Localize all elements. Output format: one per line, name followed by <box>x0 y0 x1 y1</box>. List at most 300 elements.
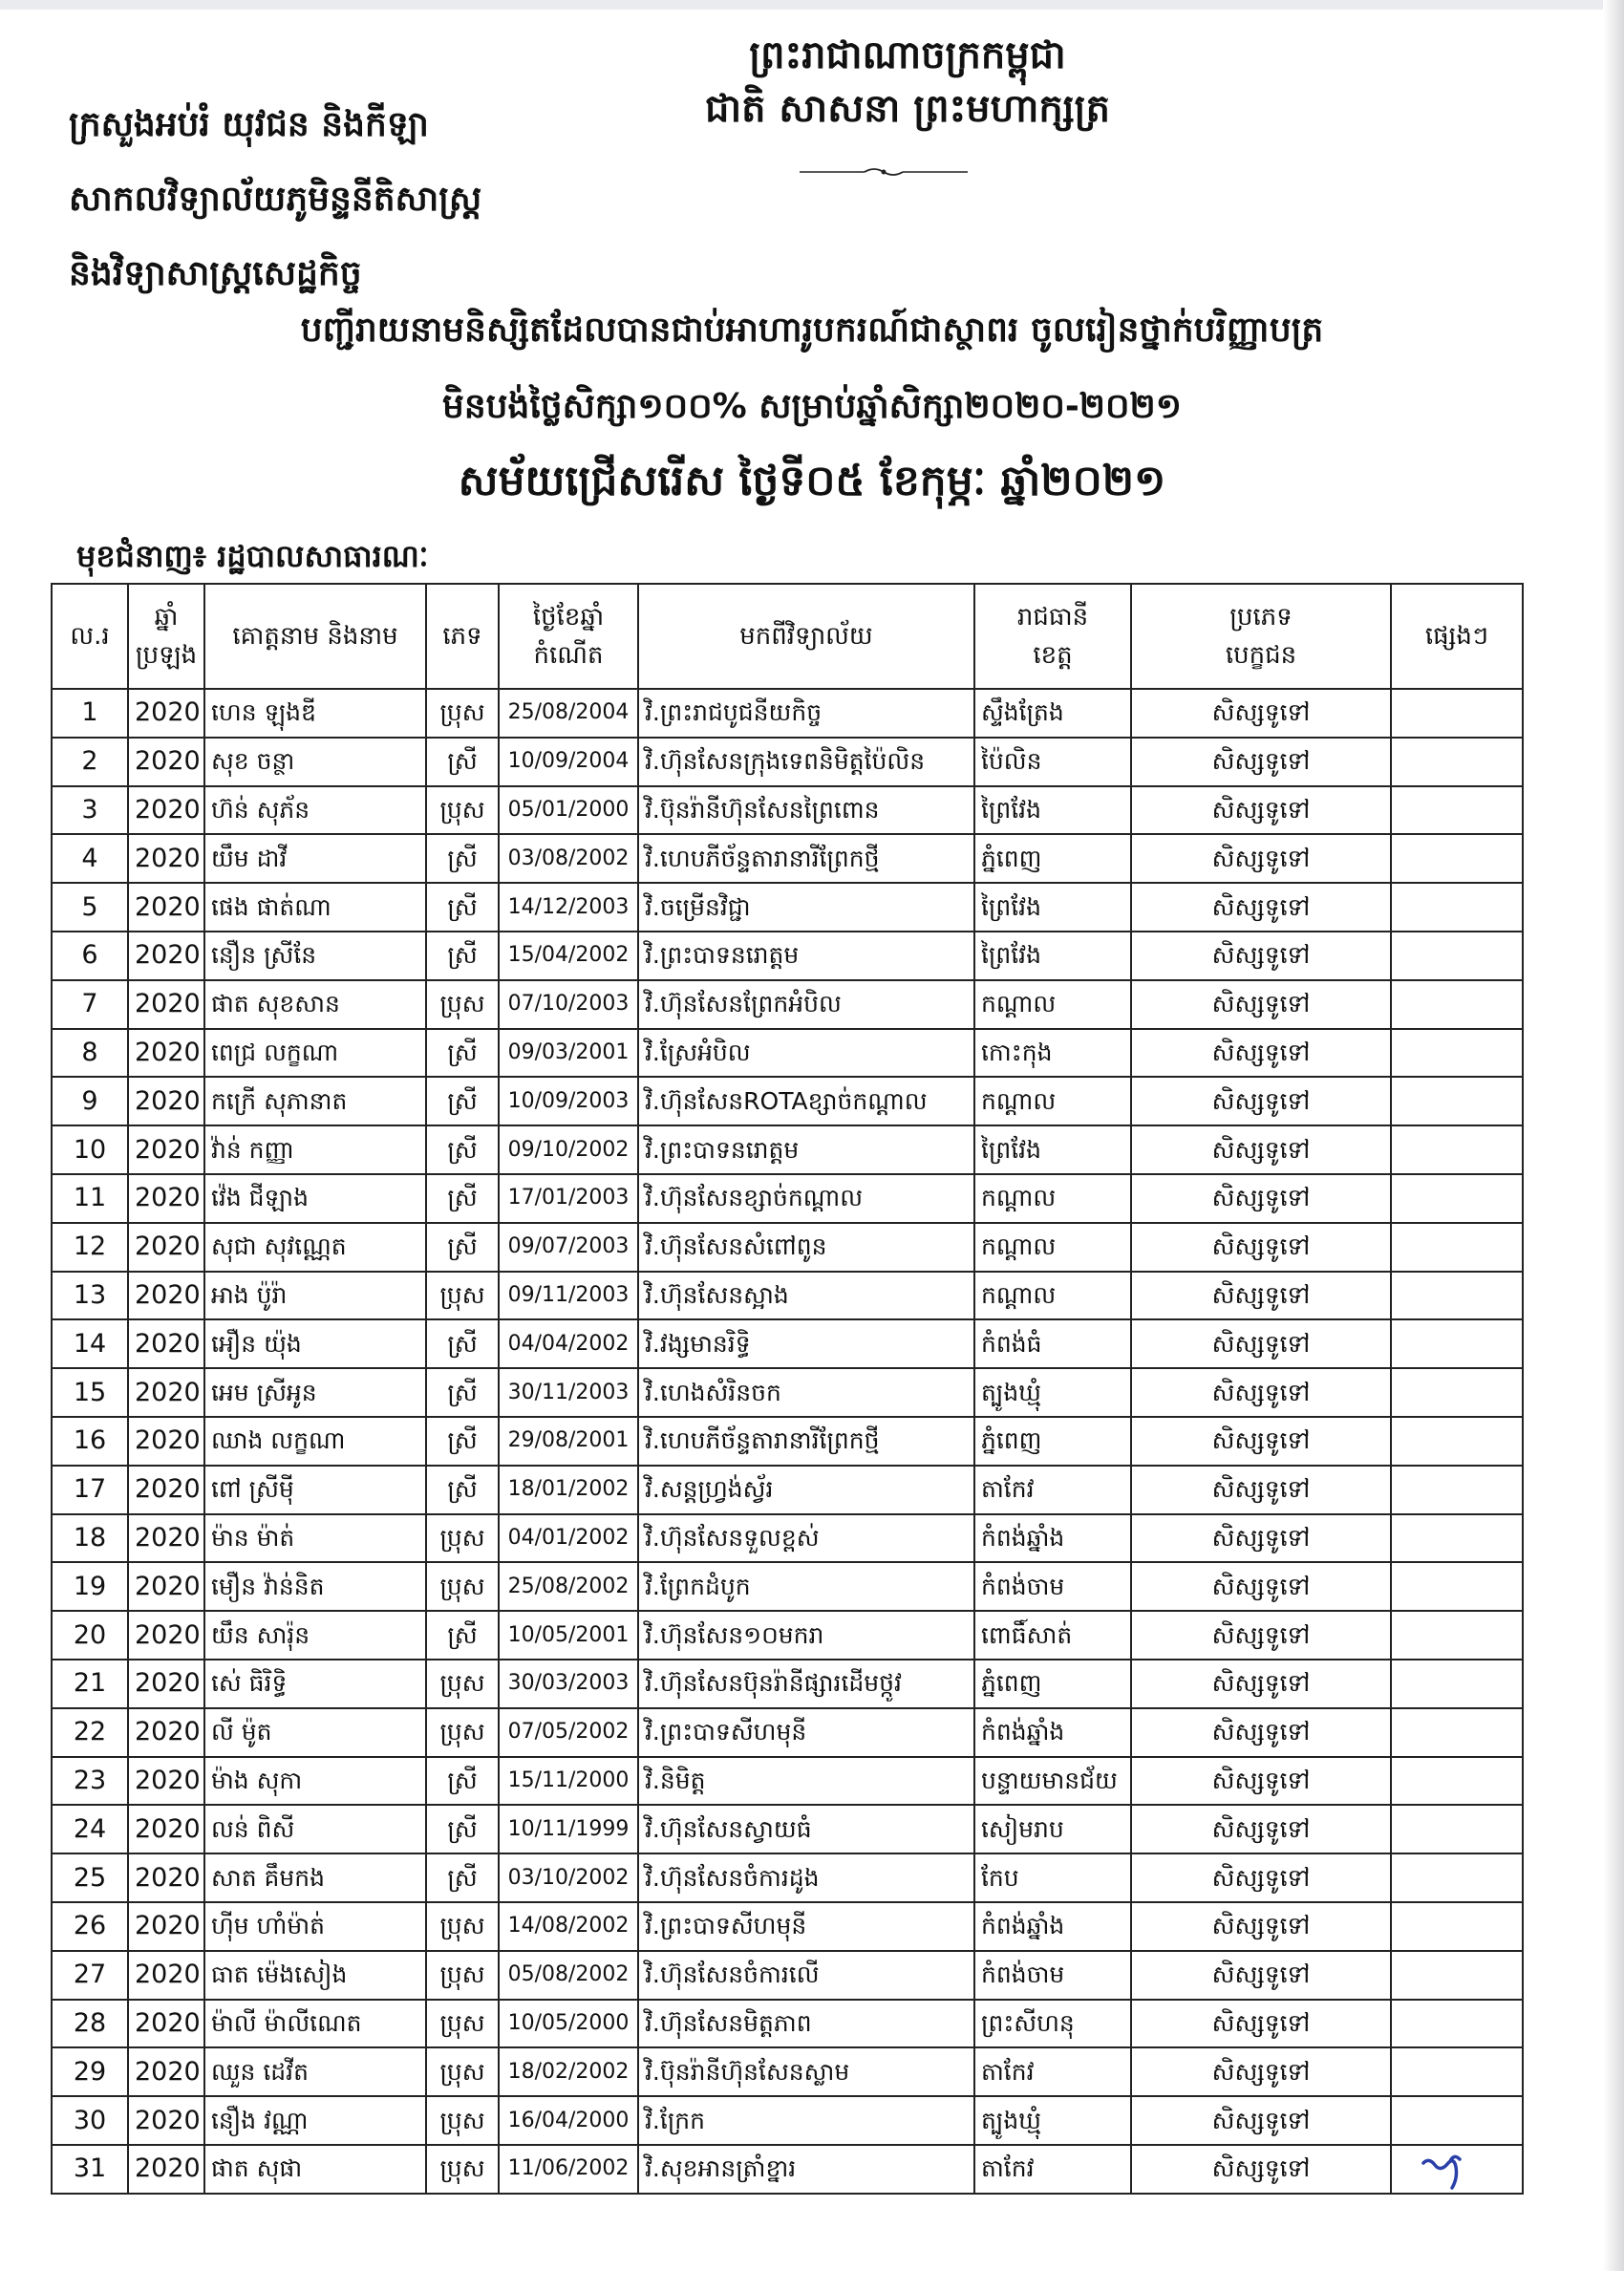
scholarship-table <box>51 583 1524 2195</box>
cell-school: វិ.ហ៊ុនសែនស្វាយធំ <box>638 1805 974 1853</box>
cell-no: 4 <box>52 834 128 883</box>
cell-other <box>1391 1708 1523 1757</box>
scan-edge-right <box>1603 0 1624 2271</box>
cell-category: សិស្សទូទៅ <box>1131 932 1391 980</box>
cell-school: វិ.ហ៊ុនសែនសំពៅពូន <box>638 1223 974 1272</box>
table-body <box>52 689 1523 2194</box>
cell-no: 11 <box>52 1174 128 1223</box>
cell-year: 2020 <box>128 1757 204 1806</box>
table-row <box>52 1077 1523 1125</box>
table-row <box>52 2145 1523 2194</box>
kingdom-motto: ជាតិ សាសនា ព្រះមហាក្សត្រ <box>705 87 1110 131</box>
cell-no: 24 <box>52 1805 128 1853</box>
table-row <box>52 1029 1523 1078</box>
cell-category: សិស្សទូទៅ <box>1131 1757 1391 1806</box>
cell-dob: 16/04/2000 <box>499 2096 638 2145</box>
cell-year: 2020 <box>128 1611 204 1660</box>
cell-school: វិ.សន្តហ្វ្រង់ស្វ័រ <box>638 1466 974 1514</box>
cell-no: 1 <box>52 689 128 738</box>
cell-year: 2020 <box>128 1223 204 1272</box>
cell-year: 2020 <box>128 1466 204 1514</box>
table-row <box>52 1223 1523 1272</box>
cell-year: 2020 <box>128 1368 204 1417</box>
cell-category: សិស្សទូទៅ <box>1131 2000 1391 2048</box>
cell-dob: 11/06/2002 <box>499 2145 638 2194</box>
table-row <box>52 1805 1523 1853</box>
cell-sex: ប្រុស <box>426 2096 499 2145</box>
cell-no: 7 <box>52 980 128 1029</box>
cell-no: 12 <box>52 1223 128 1272</box>
cell-dob: 15/11/2000 <box>499 1757 638 1806</box>
cell-province: កែប <box>974 1853 1131 1902</box>
cell-other <box>1391 738 1523 786</box>
cell-no: 27 <box>52 1951 128 2000</box>
cell-school: វិ.ហ៊ុនសែនចំការដូង <box>638 1853 974 1902</box>
table-row <box>52 1951 1523 2000</box>
cell-other <box>1391 1757 1523 1806</box>
cell-no: 21 <box>52 1660 128 1708</box>
cell-dob: 09/03/2001 <box>499 1029 638 1078</box>
cell-other <box>1391 834 1523 883</box>
cell-province: ភ្នំពេញ <box>974 1660 1131 1708</box>
cell-no: 18 <box>52 1514 128 1563</box>
header-sex: ភេទ <box>426 584 499 689</box>
cell-year: 2020 <box>128 1077 204 1125</box>
cell-category: សិស្សទូទៅ <box>1131 1466 1391 1514</box>
cell-province: កណ្តាល <box>974 1174 1131 1223</box>
cell-other <box>1391 1466 1523 1514</box>
cell-dob: 04/04/2002 <box>499 1319 638 1368</box>
cell-no: 19 <box>52 1562 128 1611</box>
table-row <box>52 2047 1523 2096</box>
cell-name: សុជា សុវណ្ណេត <box>204 1223 426 1272</box>
cell-name: ហ៊ីម ហាំម៉ាត់ <box>204 1902 426 1951</box>
cell-name: ហ៊ន់ សុភ័ន <box>204 786 426 835</box>
cell-name: ផេង ផាត់ណា <box>204 883 426 932</box>
cell-sex: ស្រី <box>426 1417 499 1466</box>
cell-province: កំពង់ចាម <box>974 1562 1131 1611</box>
cell-category: សិស្សទូទៅ <box>1131 1708 1391 1757</box>
cell-other <box>1391 2000 1523 2048</box>
cell-other <box>1391 1902 1523 1951</box>
cell-year: 2020 <box>128 2145 204 2194</box>
cell-category: សិស្សទូទៅ <box>1131 980 1391 1029</box>
header-province: រាជធានី ខេត្ត <box>974 584 1131 689</box>
cell-other <box>1391 1125 1523 1174</box>
cell-year: 2020 <box>128 1660 204 1708</box>
cell-province: ប៉ៃលិន <box>974 738 1131 786</box>
cell-province: កណ្តាល <box>974 1223 1131 1272</box>
cell-other <box>1391 2096 1523 2145</box>
cell-other <box>1391 1611 1523 1660</box>
table-row <box>52 1708 1523 1757</box>
cell-school: វិ.ហេបភីច័ន្ទតារានារីព្រែកថ្មី <box>638 834 974 883</box>
cell-dob: 18/02/2002 <box>499 2047 638 2096</box>
cell-year: 2020 <box>128 883 204 932</box>
cell-year: 2020 <box>128 738 204 786</box>
faculty-line: និងវិទ្យាសាស្ត្រសេដ្ឋកិច្ច <box>69 254 362 293</box>
kingdom-line: ព្រះរាជាណាចក្រកម្ពុជា <box>749 33 1066 77</box>
cell-name: យឹម ដាវី <box>204 834 426 883</box>
cell-province: កោះកុង <box>974 1029 1131 1078</box>
cell-province: តាកែវ <box>974 2047 1131 2096</box>
cell-name: ពេជ្រ លក្ខណា <box>204 1029 426 1078</box>
cell-province: ស្ទឹងត្រែង <box>974 689 1131 738</box>
cell-sex: ប្រុស <box>426 1562 499 1611</box>
cell-year: 2020 <box>128 834 204 883</box>
table-row <box>52 1853 1523 1902</box>
table-row <box>52 2096 1523 2145</box>
cell-name: ធាត ម៉េងសៀង <box>204 1951 426 2000</box>
cell-sex: ស្រី <box>426 932 499 980</box>
cell-dob: 15/04/2002 <box>499 932 638 980</box>
cell-category: សិស្សទូទៅ <box>1131 1319 1391 1368</box>
cell-sex: ប្រុស <box>426 786 499 835</box>
cell-school: វិ.ព្រែកដំបូក <box>638 1562 974 1611</box>
cell-category: សិស្សទូទៅ <box>1131 2047 1391 2096</box>
cell-category: សិស្សទូទៅ <box>1131 689 1391 738</box>
cell-no: 15 <box>52 1368 128 1417</box>
cell-province: បន្ទាយមានជ័យ <box>974 1757 1131 1806</box>
cell-no: 25 <box>52 1853 128 1902</box>
university-line: សាកលវិទ្យាល័យភូមិន្ទនីតិសាស្ត្រ <box>69 180 482 219</box>
cell-year: 2020 <box>128 1417 204 1466</box>
cell-dob: 09/07/2003 <box>499 1223 638 1272</box>
cell-dob: 05/01/2000 <box>499 786 638 835</box>
cell-province: ព្រៃវែង <box>974 932 1131 980</box>
cell-school: វិ.ហ៊ុនសែន១០មករា <box>638 1611 974 1660</box>
cell-sex: ប្រុស <box>426 689 499 738</box>
cell-no: 5 <box>52 883 128 932</box>
cell-sex: ស្រី <box>426 1077 499 1125</box>
ministry-line: ក្រសួងអប់រំ យុវជន និងកីឡា <box>69 105 429 144</box>
cell-no: 2 <box>52 738 128 786</box>
cell-name: វ៉េង ជីឡាង <box>204 1174 426 1223</box>
cell-dob: 30/11/2003 <box>499 1368 638 1417</box>
cell-category: សិស្សទូទៅ <box>1131 1805 1391 1853</box>
cell-sex: ស្រី <box>426 1368 499 1417</box>
cell-year: 2020 <box>128 1319 204 1368</box>
cell-category: សិស្សទូទៅ <box>1131 1951 1391 2000</box>
cell-school: វិ.ព្រះបាទសីហមុនី <box>638 1902 974 1951</box>
cell-province: សៀមរាប <box>974 1805 1131 1853</box>
cell-other <box>1391 980 1523 1029</box>
table-row <box>52 1417 1523 1466</box>
cell-sex: ប្រុស <box>426 1951 499 2000</box>
cell-year: 2020 <box>128 1125 204 1174</box>
cell-no: 10 <box>52 1125 128 1174</box>
cell-dob: 25/08/2002 <box>499 1562 638 1611</box>
cell-name: ម៉ាន ម៉ាត់ <box>204 1514 426 1563</box>
cell-dob: 05/08/2002 <box>499 1951 638 2000</box>
cell-other <box>1391 786 1523 835</box>
cell-year: 2020 <box>128 2000 204 2048</box>
cell-year: 2020 <box>128 786 204 835</box>
cell-category: សិស្សទូទៅ <box>1131 1174 1391 1223</box>
cell-sex: ប្រុស <box>426 2000 499 2048</box>
cell-no: 3 <box>52 786 128 835</box>
cell-sex: ស្រី <box>426 1611 499 1660</box>
cell-dob: 04/01/2002 <box>499 1514 638 1563</box>
table-row <box>52 2000 1523 2048</box>
cell-province: កំពង់ឆ្នាំង <box>974 1902 1131 1951</box>
cell-other <box>1391 1368 1523 1417</box>
cell-category: សិស្សទូទៅ <box>1131 883 1391 932</box>
cell-category: សិស្សទូទៅ <box>1131 1514 1391 1563</box>
cell-year: 2020 <box>128 1951 204 2000</box>
table-row <box>52 738 1523 786</box>
table-row <box>52 1757 1523 1806</box>
cell-sex: ស្រី <box>426 1125 499 1174</box>
cell-no: 9 <box>52 1077 128 1125</box>
cell-other <box>1391 1272 1523 1320</box>
cell-no: 14 <box>52 1319 128 1368</box>
cell-no: 16 <box>52 1417 128 1466</box>
cell-sex: ស្រី <box>426 738 499 786</box>
table-row <box>52 1319 1523 1368</box>
cell-province: តាកែវ <box>974 2145 1131 2194</box>
cell-year: 2020 <box>128 932 204 980</box>
cell-school: វិ.ហ៊ុនសែនព្រែកអំបិល <box>638 980 974 1029</box>
cell-name: លី ម៉ូត <box>204 1708 426 1757</box>
cell-other <box>1391 932 1523 980</box>
cell-other <box>1391 689 1523 738</box>
header-other: ផ្សេងៗ <box>1391 584 1523 689</box>
cell-province: កណ្តាល <box>974 1272 1131 1320</box>
cell-sex: ប្រុស <box>426 1272 499 1320</box>
cell-province: ភ្នំពេញ <box>974 834 1131 883</box>
cell-year: 2020 <box>128 1902 204 1951</box>
cell-category: សិស្សទូទៅ <box>1131 1029 1391 1078</box>
cell-category: សិស្សទូទៅ <box>1131 1417 1391 1466</box>
cell-year: 2020 <box>128 1029 204 1078</box>
cell-province: ពោធិ៍សាត់ <box>974 1611 1131 1660</box>
cell-school: វិ.ហ៊ុនសែនមិត្តភាព <box>638 2000 974 2048</box>
cell-other <box>1391 883 1523 932</box>
document-title: បញ្ជីរាយនាមនិស្សិតដែលបានជាប់អាហារូបករណ៍ជាស្ថាពរ ចូលរៀនថ្នាក់បរិញ្ញាបត្រ <box>300 311 1324 350</box>
cell-sex: ស្រី <box>426 1174 499 1223</box>
table-row <box>52 980 1523 1029</box>
cell-dob: 10/11/1999 <box>499 1805 638 1853</box>
cell-province: កំពង់ធំ <box>974 1319 1131 1368</box>
header-school: មកពីវិទ្យាល័យ <box>638 584 974 689</box>
cell-other <box>1391 1029 1523 1078</box>
cell-no: 20 <box>52 1611 128 1660</box>
table-row <box>52 1660 1523 1708</box>
cell-sex: ស្រី <box>426 834 499 883</box>
cell-school: វិ.ហ៊ុនសែនស្អាង <box>638 1272 974 1320</box>
cell-school: វិ.ហ៊ុនសែនចំការលើ <box>638 1951 974 2000</box>
cell-school: វិ.ហ៊ុនសែនទួលខ្ពស់ <box>638 1514 974 1563</box>
cell-sex: ស្រី <box>426 1805 499 1853</box>
cell-sex: ប្រុស <box>426 2047 499 2096</box>
cell-no: 29 <box>52 2047 128 2096</box>
cell-other <box>1391 1223 1523 1272</box>
header-no: ល.រ <box>52 584 128 689</box>
cell-no: 8 <box>52 1029 128 1078</box>
cell-school: វិ.និមិត្ត <box>638 1757 974 1806</box>
table-row <box>52 1902 1523 1951</box>
cell-sex: ស្រី <box>426 1853 499 1902</box>
cell-year: 2020 <box>128 1853 204 1902</box>
cell-school: វិ.ចម្រើនវិជ្ជា <box>638 883 974 932</box>
cell-name: ម៉ាលី ម៉ាលីណេត <box>204 2000 426 2048</box>
cell-year: 2020 <box>128 1805 204 1853</box>
cell-province: ព្រៃវែង <box>974 786 1131 835</box>
cell-year: 2020 <box>128 1514 204 1563</box>
cell-name: ផាត សុខសាន <box>204 980 426 1029</box>
cell-category: សិស្សទូទៅ <box>1131 2145 1391 2194</box>
cell-school: វិ.ហេងសំរិនចក <box>638 1368 974 1417</box>
cell-other <box>1391 1853 1523 1902</box>
cell-school: វិ.ព្រះបាទនរោត្តម <box>638 1125 974 1174</box>
cell-year: 2020 <box>128 2096 204 2145</box>
selection-date-title: សម័យជ្រើសរើស ថ្ងៃទី០៥ ខែកុម្ភៈ ឆ្នាំ២០២១ <box>458 457 1166 505</box>
cell-school: វិ.ហ៊ុនសែនខ្សាច់កណ្តាល <box>638 1174 974 1223</box>
table-row <box>52 1174 1523 1223</box>
cell-no: 26 <box>52 1902 128 1951</box>
cell-sex: ស្រី <box>426 883 499 932</box>
cell-dob: 09/11/2003 <box>499 1272 638 1320</box>
cell-province: ត្បូងឃ្មុំ <box>974 2096 1131 2145</box>
cell-dob: 07/05/2002 <box>499 1708 638 1757</box>
cell-no: 22 <box>52 1708 128 1757</box>
cell-name: វ៉ាន់ កញ្ញា <box>204 1125 426 1174</box>
major-label: មុខជំនាញ៖ រដ្ឋបាលសាធារណៈ <box>76 538 429 574</box>
table-row <box>52 1368 1523 1417</box>
cell-province: តាកែវ <box>974 1466 1131 1514</box>
cell-sex: ស្រី <box>426 1757 499 1806</box>
cell-name: សាត គឹមកង <box>204 1853 426 1902</box>
cell-other <box>1391 1562 1523 1611</box>
cell-dob: 14/12/2003 <box>499 883 638 932</box>
cell-province: កំពង់ឆ្នាំង <box>974 1708 1131 1757</box>
cell-name: ម៉ាង សុកា <box>204 1757 426 1806</box>
document-subtitle: មិនបង់ថ្លៃសិក្សា១០០% សម្រាប់ឆ្នាំសិក្សា២០២០-២០២១ <box>441 387 1183 426</box>
cell-sex: ប្រុស <box>426 980 499 1029</box>
cell-sex: ស្រី <box>426 1029 499 1078</box>
cell-no: 13 <box>52 1272 128 1320</box>
cell-sex: ប្រុស <box>426 2145 499 2194</box>
cell-category: សិស្សទូទៅ <box>1131 1660 1391 1708</box>
cell-sex: ស្រី <box>426 1319 499 1368</box>
cell-school: វិ.វង្សមានរិទ្ធិ <box>638 1319 974 1368</box>
cell-province: កណ្តាល <box>974 980 1131 1029</box>
cell-sex: ប្រុស <box>426 1514 499 1563</box>
cell-other <box>1391 2047 1523 2096</box>
cell-school: វិ.ហ៊ុនសែនROTAខ្សាច់កណ្តាល <box>638 1077 974 1125</box>
cell-other <box>1391 1174 1523 1223</box>
cell-name: ហេន ឡុងឌី <box>204 689 426 738</box>
cell-dob: 03/08/2002 <box>499 834 638 883</box>
ministry-heading <box>69 88 481 311</box>
cell-category: សិស្សទូទៅ <box>1131 1077 1391 1125</box>
cell-year: 2020 <box>128 1708 204 1757</box>
header-category: ប្រភេទ បេក្ខជន <box>1131 584 1391 689</box>
cell-year: 2020 <box>128 980 204 1029</box>
ornament-divider-icon <box>798 164 970 180</box>
cell-year: 2020 <box>128 1174 204 1223</box>
table-row <box>52 786 1523 835</box>
cell-name: លន់ ពិសី <box>204 1805 426 1853</box>
cell-dob: 30/03/2003 <box>499 1660 638 1708</box>
cell-no: 30 <box>52 2096 128 2145</box>
cell-province: ព្រៃវែង <box>974 883 1131 932</box>
cell-dob: 17/01/2003 <box>499 1174 638 1223</box>
cell-sex: ប្រុស <box>426 1660 499 1708</box>
cell-category: សិស្សទូទៅ <box>1131 786 1391 835</box>
cell-school: វិ.ព្រះបាទនរោត្តម <box>638 932 974 980</box>
cell-name: សុខ ចន្ថា <box>204 738 426 786</box>
cell-category: សិស្សទូទៅ <box>1131 1853 1391 1902</box>
cell-sex: ស្រី <box>426 1223 499 1272</box>
cell-province: ភ្នំពេញ <box>974 1417 1131 1466</box>
cell-year: 2020 <box>128 1272 204 1320</box>
cell-sex: ប្រុស <box>426 1902 499 1951</box>
cell-year: 2020 <box>128 1562 204 1611</box>
kingdom-heading <box>659 29 1156 136</box>
cell-other <box>1391 1660 1523 1708</box>
cell-sex: ប្រុស <box>426 1708 499 1757</box>
cell-dob: 10/09/2003 <box>499 1077 638 1125</box>
cell-name: ពៅ ស្រីម៉ី <box>204 1466 426 1514</box>
cell-school: វិ.ស្រែអំបិល <box>638 1029 974 1078</box>
cell-other <box>1391 1514 1523 1563</box>
cell-name: ផាត សុផា <box>204 2145 426 2194</box>
table-row <box>52 1611 1523 1660</box>
cell-dob: 03/10/2002 <box>499 1853 638 1902</box>
cell-category: សិស្សទូទៅ <box>1131 1368 1391 1417</box>
cell-name: អាង ប៉ូរ៉ា <box>204 1272 426 1320</box>
cell-province: ព្រះសីហនុ <box>974 2000 1131 2048</box>
cell-school: វិ.ក្រែក <box>638 2096 974 2145</box>
cell-dob: 07/10/2003 <box>499 980 638 1029</box>
header-name: គោត្តនាម និងនាម <box>204 584 426 689</box>
cell-dob: 25/08/2004 <box>499 689 638 738</box>
cell-year: 2020 <box>128 689 204 738</box>
cell-category: សិស្សទូទៅ <box>1131 2096 1391 2145</box>
cell-province: ព្រៃវែង <box>974 1125 1131 1174</box>
cell-year: 2020 <box>128 2047 204 2096</box>
table-row <box>52 932 1523 980</box>
table-row <box>52 1514 1523 1563</box>
cell-name: កក្រើ សុភានាត <box>204 1077 426 1125</box>
cell-sex: ស្រី <box>426 1466 499 1514</box>
table-row <box>52 1125 1523 1174</box>
cell-dob: 10/05/2001 <box>499 1611 638 1660</box>
cell-name: ឈាង លក្ខណា <box>204 1417 426 1466</box>
cell-category: សិស្សទូទៅ <box>1131 1125 1391 1174</box>
cell-school: វិ.ព្រះរាជបូជនីយកិច្ច <box>638 689 974 738</box>
cell-name: យឹន សារ៉ុន <box>204 1611 426 1660</box>
cell-other <box>1391 1417 1523 1466</box>
handwritten-page-mark-icon <box>1416 2150 1464 2197</box>
cell-category: សិស្សទូទៅ <box>1131 1562 1391 1611</box>
cell-name: ឈួន ដេវីត <box>204 2047 426 2096</box>
cell-school: វិ.ប៊ុនរ៉ានីហ៊ុនសែនព្រៃពោន <box>638 786 974 835</box>
table-row <box>52 834 1523 883</box>
table-header-row <box>52 584 1523 689</box>
cell-other <box>1391 1319 1523 1368</box>
cell-dob: 09/10/2002 <box>499 1125 638 1174</box>
cell-school: វិ.ប៊ុនរ៉ានីហ៊ុនសែនស្លាម <box>638 2047 974 2096</box>
cell-dob: 14/08/2002 <box>499 1902 638 1951</box>
cell-category: សិស្សទូទៅ <box>1131 738 1391 786</box>
cell-name: សេ់ ធិរិទ្ធិ <box>204 1660 426 1708</box>
table-row <box>52 1272 1523 1320</box>
cell-school: វិ.ព្រះបាទសីហមុនី <box>638 1708 974 1757</box>
table-row <box>52 1466 1523 1514</box>
